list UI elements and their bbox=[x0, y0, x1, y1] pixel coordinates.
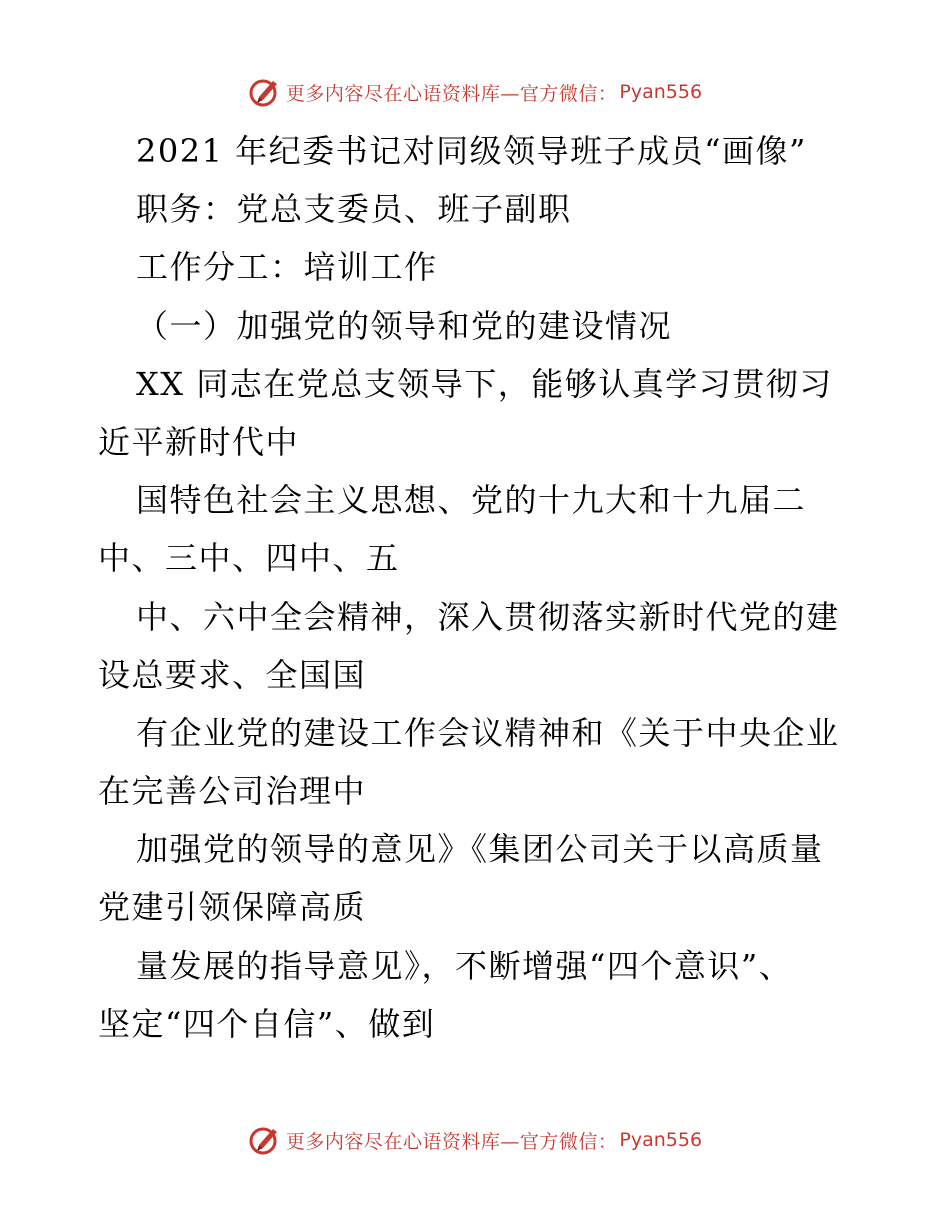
watermark-text: 更多内容尽在心语资料库—官方微信： bbox=[285, 1130, 618, 1153]
paragraph-line: 加强党的领导的意见》《集团公司关于以高质量 bbox=[136, 830, 824, 869]
watermark-header bbox=[0, 72, 950, 112]
document-title: 2021 年纪委书记对同级领导班子成员“画像” bbox=[136, 132, 807, 170]
pen-logo-icon bbox=[248, 75, 282, 109]
paragraph-line: 设总要求、全国国 bbox=[98, 655, 367, 694]
paragraph-line: 有企业党的建设工作会议精神和《关于中央企业 bbox=[136, 713, 840, 752]
duty-line: 工作分工：培训工作 bbox=[136, 248, 438, 287]
paragraph-line: 量发展的指导意见》，不断增强“四个意识”、 bbox=[136, 946, 793, 985]
paragraph-line: 中、三中、四中、五 bbox=[98, 539, 400, 578]
pen-logo-icon bbox=[248, 1123, 282, 1157]
watermark-text: 更多内容尽在心语资料库—官方微信： bbox=[285, 82, 618, 105]
watermark-id: Pyan556 bbox=[619, 1129, 703, 1151]
watermark-id: Pyan556 bbox=[619, 81, 703, 103]
paragraph-line: XX 同志在党总支领导下，能够认真学习贯彻习 bbox=[136, 364, 833, 403]
paragraph-line: 国特色社会主义思想、党的十九大和十九届二 bbox=[136, 481, 807, 520]
paragraph-line: 党建引领保障高质 bbox=[98, 888, 367, 927]
document-body bbox=[98, 122, 858, 1053]
paragraph-line: 近平新时代中 bbox=[98, 422, 300, 461]
watermark-footer bbox=[0, 1120, 950, 1160]
position-line: 职务：党总支委员、班子副职 bbox=[136, 190, 572, 229]
paragraph-line: 坚定“四个自信”、做到 bbox=[98, 1004, 436, 1043]
paragraph-line: 中、六中全会精神，深入贯彻落实新时代党的建 bbox=[136, 597, 840, 636]
paragraph-line: 在完善公司治理中 bbox=[98, 772, 367, 811]
section-heading: （一）加强党的领导和党的建设情况 bbox=[136, 306, 673, 345]
